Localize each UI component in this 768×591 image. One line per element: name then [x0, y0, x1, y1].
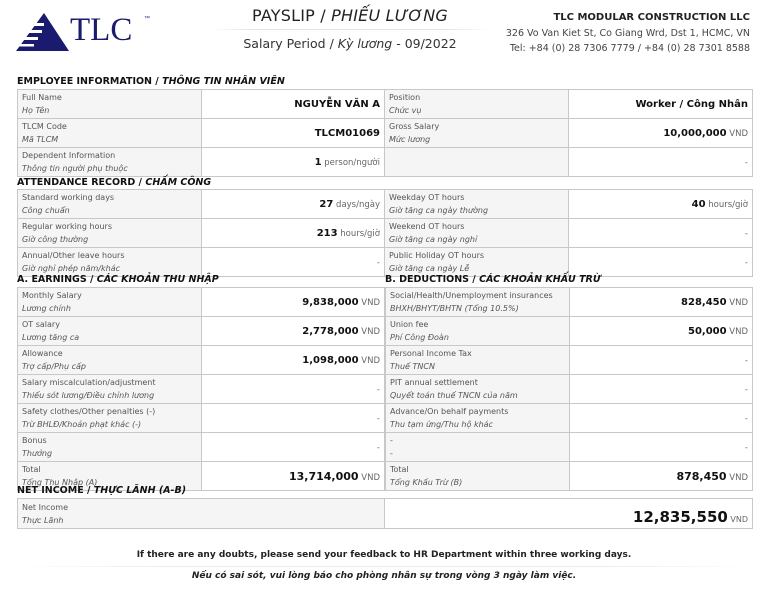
value-dependents: 1 person/người: [202, 148, 385, 177]
value-holiday-ot: -: [569, 248, 753, 277]
employee-info-table: [17, 89, 753, 177]
svg-text:TLC: TLC: [70, 12, 133, 48]
label-standard-days: Standard working days Công chuẩn: [18, 190, 202, 219]
table-row: [18, 248, 753, 277]
label-net-income: Net Income Thực Lãnh: [18, 499, 385, 529]
net-income-row: [18, 499, 753, 529]
footer-note-vi: Nếu có sai sót, vui lòng báo cho phòng nhân sự trong vòng 3 ngày làm việc.: [191, 571, 577, 581]
footer-note-en: If there are any doubts, please send your feedback to HR Department within three working days.: [136, 550, 632, 560]
table-row: - - -: [386, 433, 753, 462]
title-divider: [210, 29, 490, 30]
earnings-table: [17, 287, 385, 491]
table-row: Salary miscalculation/adjustment Thiếu sót lương/Điều chỉnh lương -: [18, 375, 385, 404]
svg-text:™: ™: [144, 16, 150, 22]
label-full-name: Full Name Họ Tên: [18, 90, 202, 119]
payslip-header: [0, 0, 768, 70]
deductions-total-row: Total Tổng Khấu Trừ (B) 878,450 VND: [386, 462, 753, 491]
value-weekend-ot: -: [569, 219, 753, 248]
table-row: OT salary Lương tăng ca 2,778,000 VND: [18, 317, 385, 346]
value-empty: -: [569, 148, 753, 177]
company-address: 326 Vo Van Kiet St, Co Giang Wrd, Dst 1, HCMC, VN: [505, 28, 750, 39]
value-position: Worker / Công Nhân: [569, 90, 753, 119]
table-row: [18, 90, 753, 119]
table-row: Monthly Salary Lương chính 9,838,000 VND: [18, 288, 385, 317]
table-row: PIT annual settlement Quyết toán thuế TNCN của năm -: [386, 375, 753, 404]
table-row: [18, 190, 753, 219]
section-title-earnings: A. EARNINGS / CÁC KHOẢN THU NHẬP: [17, 274, 219, 285]
value-gross-salary: 10,000,000 VND: [569, 119, 753, 148]
company-name: TLC MODULAR CONSTRUCTION LLC: [553, 12, 750, 23]
table-row: Personal Income Tax Thuế TNCN -: [386, 346, 753, 375]
company-info: [506, 12, 750, 56]
value-weekday-ot: 40 hours/giờ: [569, 190, 753, 219]
section-title-net-income: NET INCOME / THỰC LÃNH (A-B): [17, 485, 187, 496]
payslip-title: PAYSLIP / PHIẾU LƯƠNG: [252, 6, 448, 25]
footer-divider: [16, 566, 752, 567]
label-regular-hours: Regular working hours Giờ công thường: [18, 219, 202, 248]
table-row: [18, 219, 753, 248]
label-dependents: Dependent Information Thông tin người phụ thuộc: [18, 148, 202, 177]
value-net-income: 12,835,550 VND: [385, 499, 753, 529]
label-position: Position Chức vụ: [385, 90, 569, 119]
deductions-table: [385, 287, 753, 491]
label-empty: [385, 148, 569, 177]
table-row: Social/Health/Unemployment insurances BHXH/BHYT/BHTN (Tổng 10.5%) 828,450 VND: [386, 288, 753, 317]
value-regular-hours: 213 hours/giờ: [202, 219, 385, 248]
table-row: Union fee Phí Công Đoàn 50,000 VND: [386, 317, 753, 346]
table-row: [18, 119, 753, 148]
attendance-table: [17, 189, 753, 277]
table-row: Advance/On behalf payments Thu tạm ứng/Thu hộ khác -: [386, 404, 753, 433]
label-leave-hours: Annual/Other leave hours Giờ nghỉ phép năm/khác: [18, 248, 202, 277]
section-title-deductions: B. DEDUCTIONS / CÁC KHOẢN KHẤU TRỪ: [385, 274, 601, 285]
payslip-title-block: [200, 6, 500, 51]
label-weekend-ot: Weekend OT hours Giờ tăng ca ngày nghỉ: [385, 219, 569, 248]
value-standard-days: 27 days/ngày: [202, 190, 385, 219]
label-tlcm-code: TLCM Code Mã TLCM: [18, 119, 202, 148]
earnings-total-row: Total Tổng Thu Nhập (A) 13,714,000 VND: [18, 462, 385, 491]
value-tlcm-code: TLCM01069: [202, 119, 385, 148]
label-weekday-ot: Weekday OT hours Giờ tăng ca ngày thường: [385, 190, 569, 219]
label-gross-salary: Gross Salary Mức lương: [385, 119, 569, 148]
table-row: Safety clothes/Other penalties (-) Trừ BHLĐ/Khoản phạt khác (-) -: [18, 404, 385, 433]
section-title-attendance: ATTENDANCE RECORD / CHẤM CÔNG: [17, 177, 212, 188]
salary-period: Salary Period / Kỳ lương - 09/2022: [243, 36, 457, 51]
value-leave-hours: -: [202, 248, 385, 277]
label-holiday-ot: Public Holiday OT hours Giờ tăng ca ngày Lễ: [385, 248, 569, 277]
company-logo: [16, 10, 166, 54]
company-phone: Tel: +84 (0) 28 7306 7779 / +84 (0) 28 7301 8588: [509, 43, 750, 54]
tlc-triangle-logo-icon: [16, 10, 166, 54]
table-row: [18, 148, 753, 177]
section-title-employee: EMPLOYEE INFORMATION / THÔNG TIN NHÂN VIÊN: [17, 76, 285, 87]
table-row: Bonus Thưởng -: [18, 433, 385, 462]
value-full-name: NGUYỄN VĂN A: [202, 90, 385, 119]
net-income-table: [17, 498, 753, 529]
table-row: Allowance Trợ cấp/Phụ cấp 1,098,000 VND: [18, 346, 385, 375]
